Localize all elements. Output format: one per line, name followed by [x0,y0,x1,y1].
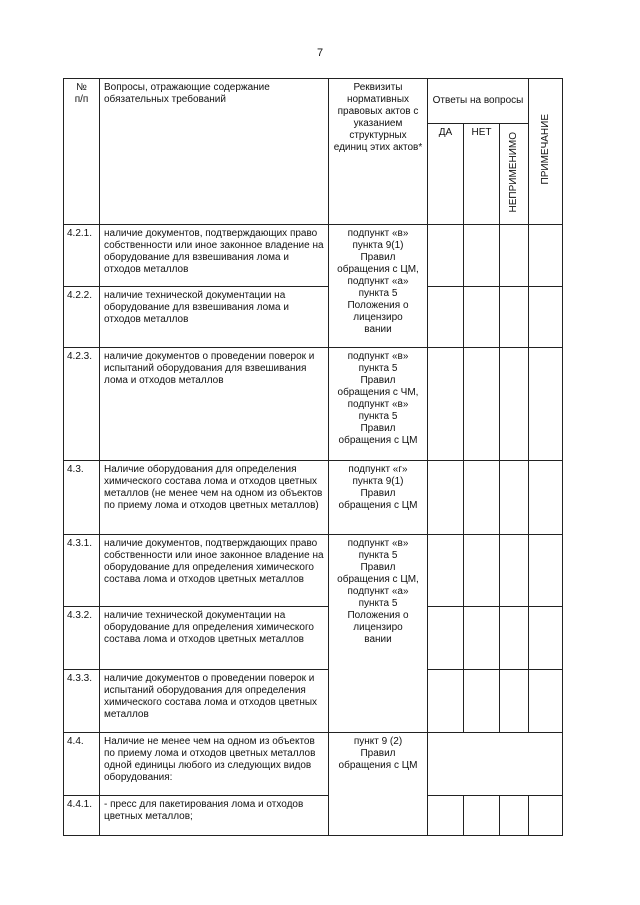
row-text: наличие технической документации на оборудование для определения химического состава лома и отходов цветных металлов [100,607,329,670]
answer-yes-cell[interactable] [428,225,464,287]
row-ref: подпункт «в» пункта 9(1) Правил обращения с ЦМ, подпункт «а» пункта 5 Положения о лицензиро вании [329,225,428,348]
row-num: 4.2.1. [64,225,100,287]
note-cell[interactable] [529,461,563,535]
answer-yes-cell[interactable] [428,287,464,348]
answer-yes-cell[interactable] [428,348,464,461]
row-text: наличие документов о проведении поверок и испытаний оборудования для взвешивания лома и отходов металлов [100,348,329,461]
answer-yes-cell[interactable] [428,670,464,733]
answer-na-cell[interactable] [500,607,529,670]
table-row [64,607,563,670]
answer-na-cell[interactable] [500,348,529,461]
header-note-cell [529,79,563,225]
row-ref: подпункт «в» пункта 5 Правил обращения с ЦМ, подпункт «а» пункта 5 Положения о лицензиро вании [329,535,428,733]
table-row [64,287,563,348]
answer-na-cell[interactable] [500,796,529,836]
header-no: НЕТ [464,124,500,225]
answer-yes-cell[interactable] [428,535,464,607]
header-note: ПРИМЕЧАНИЕ [539,114,551,185]
row-text: наличие документов о проведении поверок и испытаний оборудования для определения химического состава лома и отходов цветных металлов [100,670,329,733]
row-num: 4.4. [64,733,100,796]
note-cell[interactable] [529,607,563,670]
answer-na-cell[interactable] [500,287,529,348]
header-na-cell [500,124,529,225]
table-row [64,225,563,287]
answer-no-cell[interactable] [464,287,500,348]
answer-yes-cell[interactable] [428,461,464,535]
row-text: Наличие оборудования для определения химического состава лома и отходов цветных металлов (не менее чем на одном из объектов по приему лома и отходов цветных металлов) [100,461,329,535]
table-row [64,733,563,796]
row-num: 4.3.2. [64,607,100,670]
row-ref: подпункт «г» пункта 9(1) Правил обращения с ЦМ [329,461,428,535]
table-row [64,348,563,461]
header-questions: Вопросы, отражающие содержание обязательных требований [100,79,329,225]
requirements-table [63,78,563,836]
answer-no-cell[interactable] [464,670,500,733]
header-requisites: Реквизиты нормативных правовых актов с указанием структурных единиц этих актов* [329,79,428,225]
row-text: наличие технической документации на оборудование для взвешивания лома и отходов металлов [100,287,329,348]
answer-no-cell[interactable] [464,607,500,670]
answer-no-cell[interactable] [464,535,500,607]
row-ref: подпункт «в» пункта 5 Правил обращения с ЧМ, подпункт «в» пункта 5 Правил обращения с ЦМ [329,348,428,461]
header-answers: Ответы на вопросы [428,79,529,124]
table-row [64,535,563,607]
table-row [64,796,563,836]
table-row [64,461,563,535]
answer-no-cell[interactable] [464,461,500,535]
note-cell[interactable] [529,796,563,836]
header-yes: ДА [428,124,464,225]
answer-no-cell[interactable] [464,225,500,287]
note-cell[interactable] [529,670,563,733]
header-num: № п/п [64,79,100,225]
header-row [64,79,563,124]
row-text: наличие документов, подтверждающих право собственности или иное законное владение на оборудование для взвешивания лома и отходов металлов [100,225,329,287]
answer-yes-cell[interactable] [428,607,464,670]
row-text: Наличие не менее чем на одном из объектов по приему лома и отходов цветных металлов одной единицы любого из следующих видов оборудования: [100,733,329,796]
answer-na-cell[interactable] [500,461,529,535]
row-num: 4.3.3. [64,670,100,733]
row-num: 4.4.1. [64,796,100,836]
header-na: НЕПРИМЕНИМО [508,131,519,213]
answer-na-cell[interactable] [500,225,529,287]
answer-no-cell[interactable] [464,796,500,836]
note-cell[interactable] [529,287,563,348]
answer-merged-cell [428,733,563,796]
answer-yes-cell[interactable] [428,796,464,836]
row-text: - пресс для пакетирования лома и отходов цветных металлов; [100,796,329,836]
answer-no-cell[interactable] [464,348,500,461]
note-cell[interactable] [529,535,563,607]
note-cell[interactable] [529,348,563,461]
row-ref: пункт 9 (2) Правил обращения с ЦМ [329,733,428,836]
row-num: 4.3. [64,461,100,535]
row-num: 4.3.1. [64,535,100,607]
page-number: 7 [316,47,324,59]
answer-na-cell[interactable] [500,535,529,607]
table-row [64,670,563,733]
note-cell[interactable] [529,225,563,287]
row-text: наличие документов, подтверждающих право собственности или иное законное владение на оборудование для определения химического состава лома и отходов цветных металлов [100,535,329,607]
row-num: 4.2.3. [64,348,100,461]
answer-na-cell[interactable] [500,670,529,733]
row-num: 4.2.2. [64,287,100,348]
